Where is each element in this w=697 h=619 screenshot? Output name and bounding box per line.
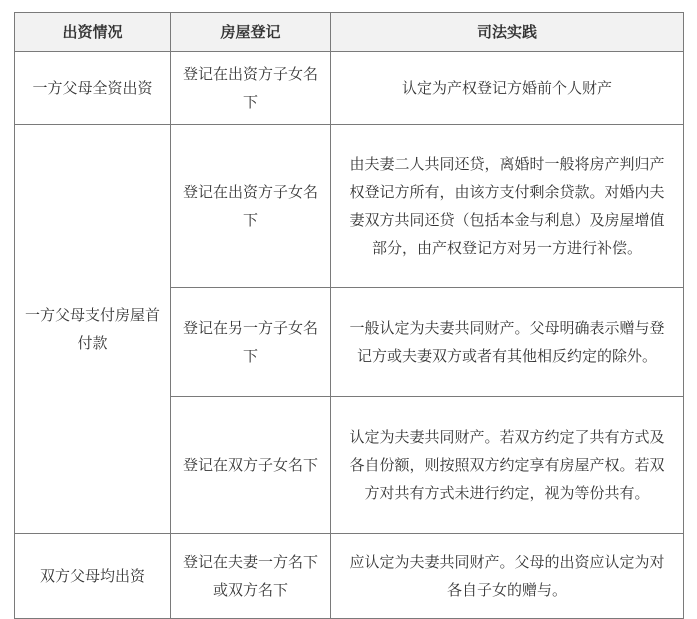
- practice-cell: 应认定为夫妻共同财产。父母的出资应认定为对各自子女的赠与。: [331, 534, 684, 619]
- registration-cell: 登记在夫妻一方名下或双方名下: [171, 534, 331, 619]
- practice-cell: 一般认定为夫妻共同财产。父母明确表示赠与登记方或夫妻双方或者有其他相反约定的除外。: [331, 288, 684, 397]
- registration-cell: 登记在出资方子女名下: [171, 52, 331, 125]
- property-funding-table: [14, 12, 684, 619]
- practice-cell: 由夫妻二人共同还贷，离婚时一般将房产判归产权登记方所有，由该方支付剩余贷款。对婚内夫妻双方共同还贷（包括本金与利息）及房屋增值部分，由产权登记方对另一方进行补偿。: [331, 125, 684, 288]
- header-funding: 出资情况: [15, 13, 171, 52]
- funding-cell: 一方父母全资出资: [15, 52, 171, 125]
- header-registration: 房屋登记: [171, 13, 331, 52]
- table-row: [15, 534, 684, 619]
- registration-cell: 登记在双方子女名下: [171, 397, 331, 534]
- table-row: [15, 125, 684, 288]
- table-container: [14, 12, 684, 619]
- funding-cell: 一方父母支付房屋首付款: [15, 125, 171, 534]
- registration-cell: 登记在另一方子女名下: [171, 288, 331, 397]
- header-practice: 司法实践: [331, 13, 684, 52]
- practice-cell: 认定为夫妻共同财产。若双方约定了共有方式及各自份额，则按照双方约定享有房屋产权。若双方对共有方式未进行约定，视为等份共有。: [331, 397, 684, 534]
- registration-cell: 登记在出资方子女名下: [171, 125, 331, 288]
- practice-cell: 认定为产权登记方婚前个人财产: [331, 52, 684, 125]
- header-row: [15, 13, 684, 52]
- table-row: [15, 52, 684, 125]
- funding-cell: 双方父母均出资: [15, 534, 171, 619]
